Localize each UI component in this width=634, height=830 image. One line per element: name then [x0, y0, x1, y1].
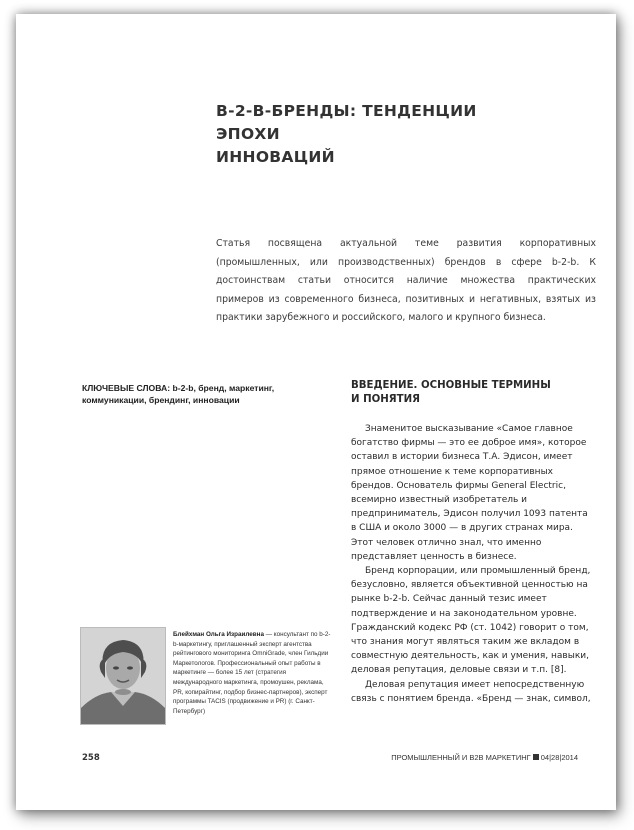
body-paragraph-3: Деловая репутация имеет непосредственную связь с понятием бренда. «Бренд — знак, символ,	[351, 679, 591, 704]
journal-page	[16, 14, 616, 810]
author-description: — консультант по b-2-b-маркетингу, приглашенный эксперт агентства рейтингового мониторинга OmniGrade, член Гильдии Маркетологов. Профессиональный опыт работы в маркетинге — более 15 лет (стратегия международного маркетинга, промоушен, реклама, PR, копирайтинг, подбор бизнес-партнеров), эксперт программы TACIS (продвижение и PR) (г. Санкт-Петербург)	[173, 631, 331, 715]
section-title	[351, 379, 591, 407]
article-title-line1: B-2-B-БРЕНДЫ: ТЕНДЕНЦИИ ЭПОХИ	[216, 102, 477, 143]
author-name: Блейхман Ольга Израилевна	[173, 631, 264, 638]
square-bullet-icon	[533, 754, 539, 760]
article-title	[216, 100, 546, 169]
section-title-line2: И ПОНЯТИЯ	[351, 394, 420, 405]
section-title-line1: ВВЕДЕНИЕ. ОСНОВНЫЕ ТЕРМИНЫ	[351, 380, 551, 391]
page-number: 258	[82, 753, 100, 763]
keywords: КЛЮЧЕВЫЕ СЛОВА: b-2-b, бренд, маркетинг, коммуникации, брендинг, инновации	[82, 383, 275, 405]
journal-footer	[391, 753, 578, 762]
journal-name: ПРОМЫШЛЕННЫЙ И B2B МАРКЕТИНГ	[391, 753, 531, 762]
article-title-line2: ИННОВАЦИЙ	[216, 148, 335, 166]
article-body	[351, 422, 591, 706]
author-portrait-icon	[81, 628, 165, 724]
journal-issue: 04|28|2014	[540, 753, 578, 762]
author-photo	[80, 627, 166, 725]
body-paragraph-2: Бренд корпорации, или промышленный бренд, безусловно, является объективной ценностью на рынке b-2-b. Сейчас данный тезис имеет подтверждение и на законодательном уровне. Гражданский кодекс РФ (ст. 1042) говорит о том, что знания могут являться таким же вкладом в совместную деятельность, как и умения, навыки, деловая репутация, деловые связи и т.п. [8].	[351, 566, 591, 676]
author-bio	[173, 630, 333, 716]
body-paragraph-1: Знаменитое высказывание «Самое главное богатство фирмы — это ее доброе имя», которое оставил в истории бизнеса Т.А. Эдисон, имеет прямое отношение к теме корпоративных брендов. Основатель фирмы General Electric, всемирно известный изобретатель и предприниматель, Эдисон получил 1093 патента в США и около 3000 — в других странах мира. Этот человек отлично знал, что именно представляет ценность в бизнесе.	[351, 424, 588, 562]
article-abstract: Статья посвящена актуальной теме развития корпоративных (промышленных, или производственных) брендов в сфере b-2-b. К достоинствам статьи относится наличие множества практических примеров из современного бизнеса, позитивных и негативных, взятых из практики зарубежного и российского, малого и крупного бизнеса.	[216, 238, 596, 324]
